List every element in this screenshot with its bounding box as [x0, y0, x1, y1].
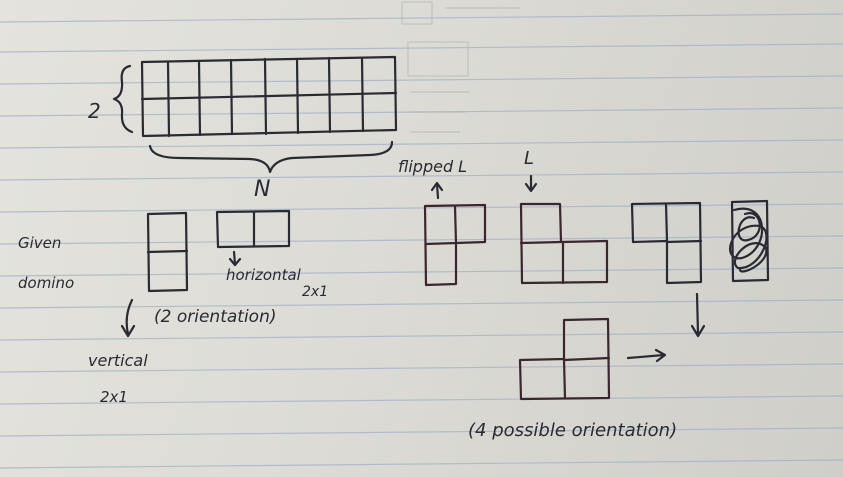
horizontal-size: 2x1 — [302, 284, 329, 300]
horizontal-arrow — [230, 252, 240, 265]
vertical-size: 2x1 — [100, 388, 128, 406]
vertical-domino — [148, 213, 187, 291]
vertical-arrow — [122, 300, 134, 336]
inverted-t-tromino — [520, 319, 609, 399]
board-grid — [142, 57, 396, 136]
four-orientation-label: (4 possible orientation) — [468, 420, 678, 441]
l-arrow — [526, 176, 536, 191]
rotated-l-tromino — [632, 203, 701, 283]
flipped-l-label: flipped L — [398, 157, 468, 176]
flipped-l-tromino — [425, 205, 485, 285]
height-label: 2 — [88, 99, 101, 123]
right-arrow — [628, 350, 665, 361]
bleed-through — [402, 2, 520, 132]
width-label: N — [254, 177, 271, 202]
vertical-label: vertical — [88, 351, 148, 370]
height-brace — [114, 66, 132, 132]
horizontal-label: horizontal — [226, 266, 301, 284]
given-label: Given — [18, 234, 62, 252]
two-orientation-label: (2 orientation) — [154, 307, 277, 327]
flipped-l-arrow — [432, 183, 442, 198]
l-label: L — [524, 148, 535, 169]
domino-label: domino — [18, 274, 75, 292]
down-arrow — [692, 294, 704, 336]
